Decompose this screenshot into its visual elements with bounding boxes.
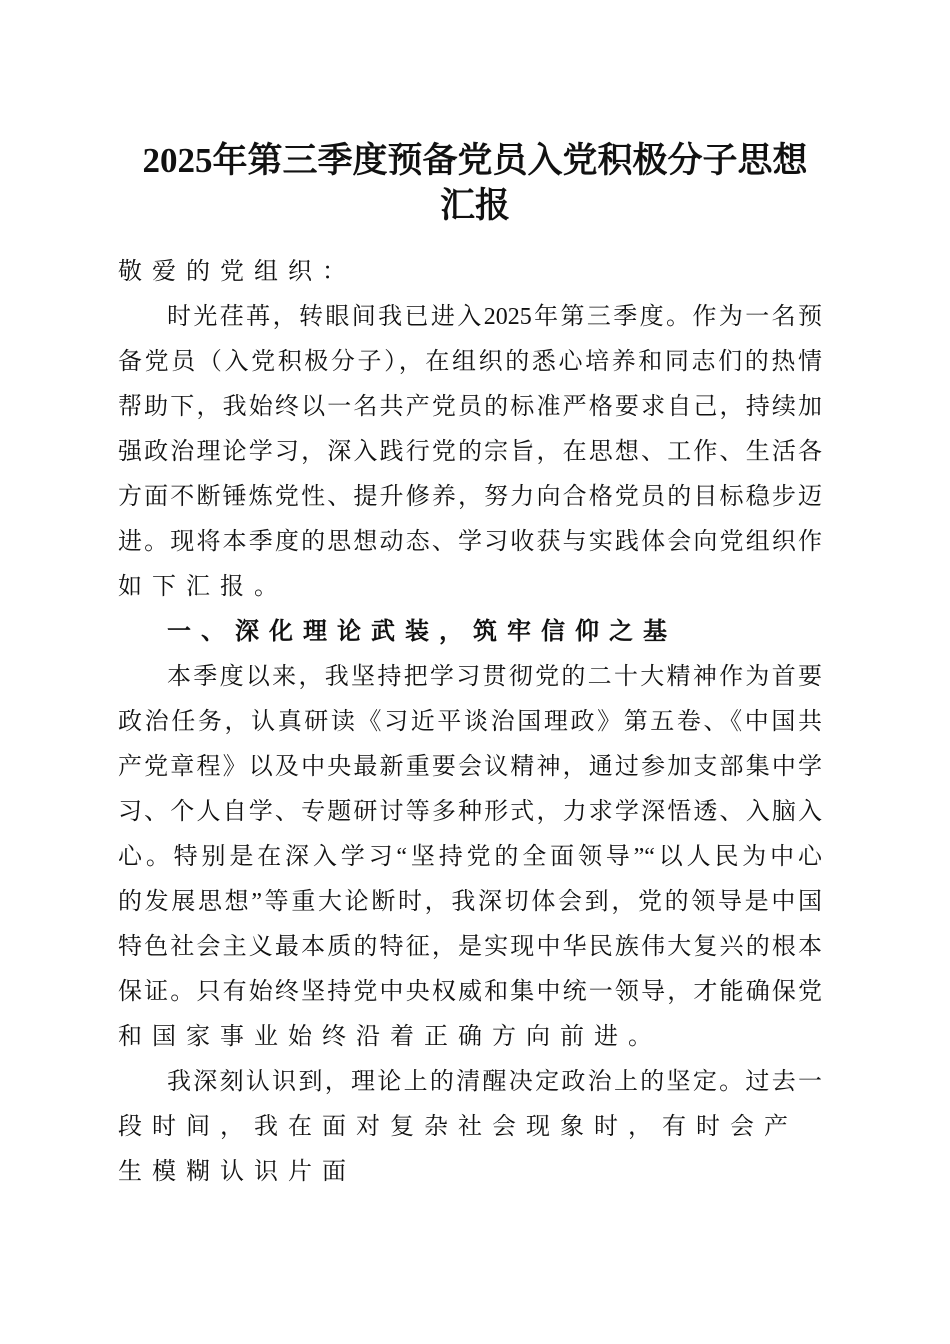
text-line: 和国家事业始终沿着正确方向前进。 xyxy=(118,1024,662,1050)
paragraph xyxy=(118,1060,822,1195)
paragraph xyxy=(118,295,822,610)
text-line: 习、个人自学、专题研讨等多种形式，力求学深悟透、入脑入 xyxy=(118,799,822,825)
text-line: 本季度以来，我坚持把学习贯彻党的二十大精神作为首要 xyxy=(167,664,822,690)
text-line: 心。特别是在深入学习“坚持党的全面领导”“以人民为中心 xyxy=(118,844,822,870)
text-line: 段时间，我在面对复杂社会现象时，有时会产生模糊认识片面 xyxy=(118,1114,798,1185)
title-line: 2025年第三季度预备党员入党积极分子思想 xyxy=(142,141,808,180)
text-line: 的发展思想”等重大论断时，我深切体会到，党的领导是中国 xyxy=(118,889,822,915)
text-line: 政治任务，认真研读《习近平谈治国理政》第五卷、《中国共 xyxy=(118,709,822,735)
salutation: 敬爱的党组织： xyxy=(118,259,356,285)
text-line: 我深刻认识到，理论上的清醒决定政治上的坚定。过去一 xyxy=(167,1069,822,1095)
text-line: 帮助下，我始终以一名共产党员的标准严格要求自己，持续加 xyxy=(118,394,822,420)
text-line: 备党员（入党积极分子），在组织的悉心培养和同志们的热情 xyxy=(118,349,822,375)
text-line: 特色社会主义最本质的特征，是实现中华民族伟大复兴的根本 xyxy=(118,934,822,960)
text-line: 保证。只有始终坚持党中央权威和集中统一领导，才能确保党 xyxy=(118,979,822,1005)
section-heading xyxy=(118,610,822,655)
text-line: 时光荏苒，转眼间我已进入2025年第三季度。作为一名预 xyxy=(167,304,822,330)
title-line: 汇报 xyxy=(439,186,510,225)
text-line: 方面不断锤炼党性、提升修养，努力向合格党员的目标稳步迈 xyxy=(118,484,822,510)
document-title xyxy=(60,138,890,228)
paragraphs xyxy=(118,295,822,1195)
text-line: 一、深化理论武装，筑牢信仰之基 xyxy=(167,619,677,645)
text-line: 强政治理论学习，深入践行党的宗旨，在思想、工作、生活各 xyxy=(118,439,822,465)
text-line: 产党章程》以及中央最新重要会议精神，通过参加支部集中学 xyxy=(118,754,822,780)
paragraph xyxy=(118,655,822,1060)
text-line: 如下汇报。 xyxy=(118,574,288,600)
text-line: 进。现将本季度的思想动态、学习收获与实践体会向党组织作 xyxy=(118,529,822,555)
document-body xyxy=(118,250,822,1195)
